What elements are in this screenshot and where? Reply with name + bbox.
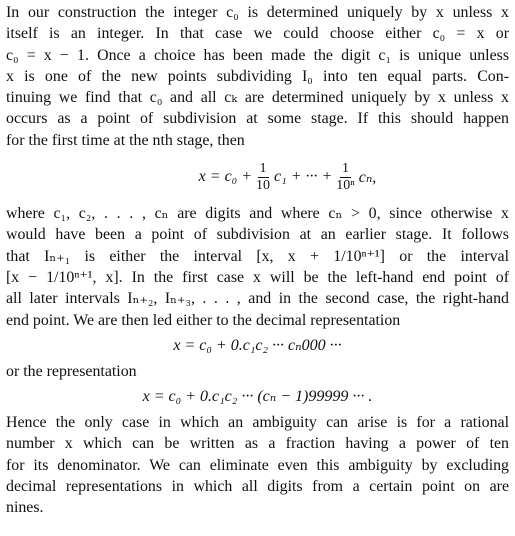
paragraph-construction: [6, 2, 509, 151]
fraction-one-tenth: [256, 161, 270, 194]
text-line: or the representation: [6, 362, 137, 380]
text-line: would have been a point of subdivision at an earlier stage. It follows: [6, 226, 509, 244]
paragraph-intervals: [6, 203, 509, 331]
equation-lhs: x = c₀ +: [198, 168, 253, 186]
text-line: number x which can be written as a fraction having a power of ten: [6, 435, 509, 453]
paragraph-ambiguity: [6, 412, 509, 518]
equation-middle: c₁ + ··· +: [274, 168, 333, 186]
fraction-numerator: 1: [259, 160, 267, 176]
fraction-one-over-ten-n: [336, 161, 354, 194]
text-line: end point. We are then led either to the decimal representation: [6, 311, 401, 329]
equation-decimal-zeros: [6, 331, 509, 361]
text-line: for the first time at the nth stage, then: [6, 131, 245, 149]
text-line: nines.: [6, 499, 44, 517]
text-line: tinuing we find that c₀ and all cₖ are determined uniquely by x unless x: [6, 89, 509, 107]
text-line: occurs as a point of subdivision at some stage. If this should happen: [6, 110, 509, 128]
text-line: itself is an integer. In that case we could choose either c₀ = x or: [6, 25, 509, 43]
text-line: Hence the only case in which an ambiguity can arise is for a rational: [6, 414, 509, 432]
equation-expansion: [66, 151, 509, 203]
equation-text: x = c₀ + 0.c₁c₂ ··· cₙ000 ···: [173, 336, 342, 354]
text-line: [x − 1/10ⁿ⁺¹, x]. In the first case x will be the left-hand end point of: [6, 268, 509, 286]
paragraph-or: [6, 361, 509, 382]
text-line: c₀ = x − 1. Once a choice has been made the digit c₁ is unique unless: [6, 46, 509, 64]
fraction-denominator: 10ⁿ: [336, 177, 355, 193]
text-line: In our construction the integer c₀ is determined uniquely by x unless x: [6, 4, 509, 21]
equation-decimal-nines: [6, 382, 509, 412]
equation-text: x = c₀ + 0.c₁c₂ ··· (cₙ − 1)99999 ··· .: [142, 388, 373, 406]
text-line: decimal representations in which all digits from a certain point on are: [6, 478, 509, 496]
text-line: that Iₙ₊₁ is either the interval [x, x + 1/10ⁿ⁺¹] or the interval: [6, 247, 509, 265]
fraction-numerator: 1: [342, 160, 349, 176]
text-line: where c₁, c₂, . . . , cₙ are digits and where cₙ > 0, since otherwise x: [6, 205, 509, 223]
fraction-denominator: 10: [256, 177, 271, 193]
text-line: for its denominator. We can eliminate even this ambiguity by excluding: [6, 456, 509, 474]
text-line: x is one of the new points subdividing I₀ into ten equal parts. Con-: [6, 67, 509, 85]
equation-tail: cₙ,: [358, 169, 377, 187]
text-line: all later intervals Iₙ₊₂, Iₙ₊₃, . . . , and in the second case, the right-hand: [6, 290, 509, 308]
